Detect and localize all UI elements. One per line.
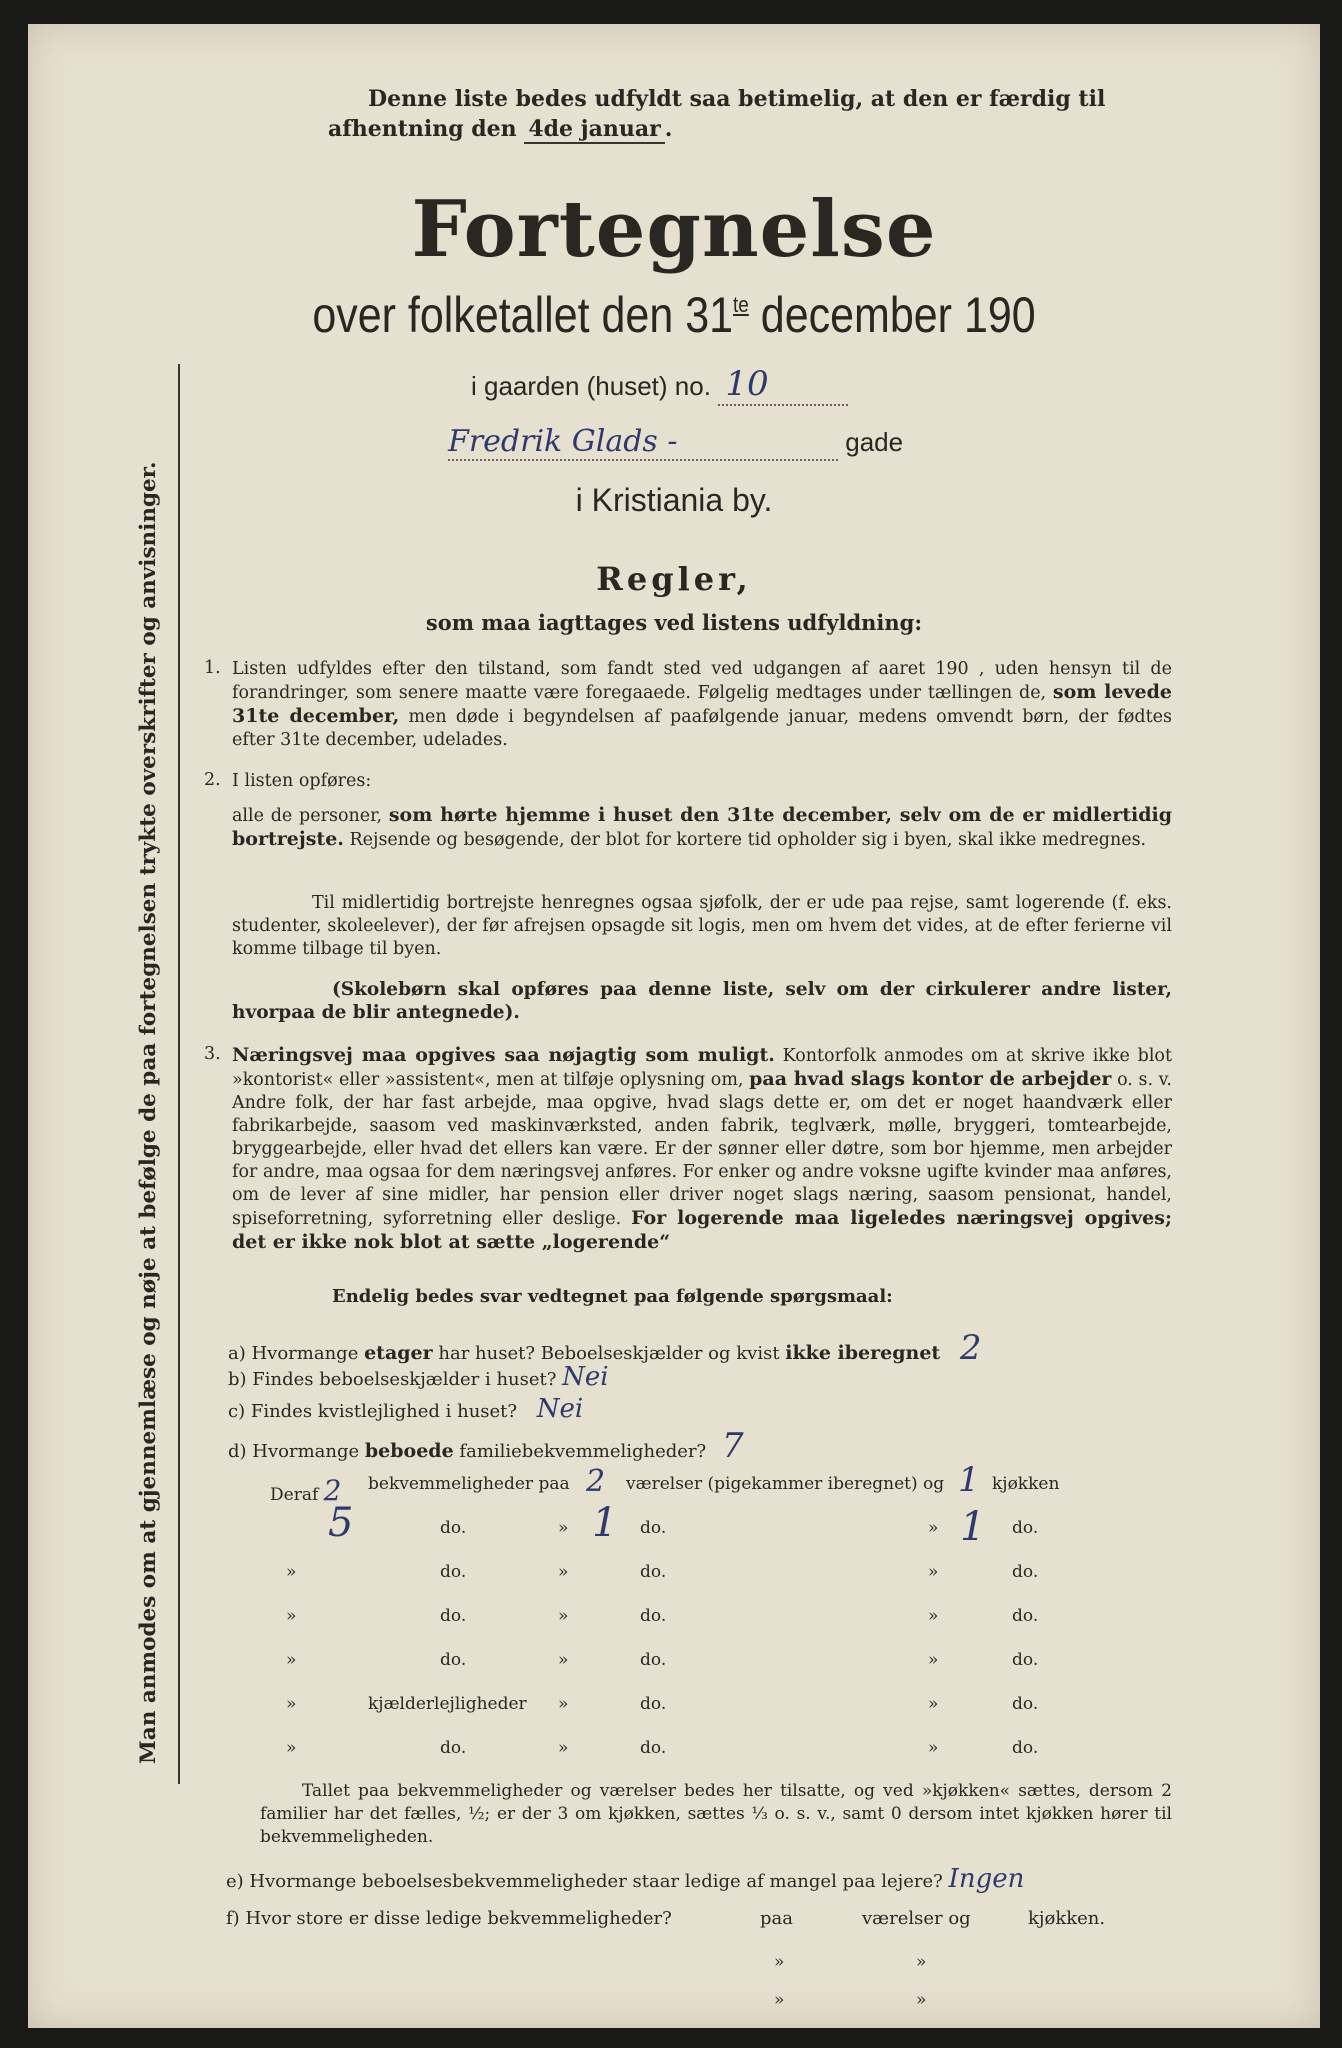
rule-2-paragraph-3: (Skolebørn skal opføres paa denne liste, selv om der cirkulerer andre lister, hvorpaa de blir antegnede). <box>232 979 1172 1023</box>
ditto: do. <box>1012 1606 1039 1626</box>
rule-2-paragraph-2: Til midlertidig bortrejste henregnes ogsaa sjøfolk, der er ude paa rejse, samt logerende (f. eks. studenter, skoleelever), der før afrejsen opsagde sit logis, men om hvem det vides, at de efter ferierne vil komme tilbage til byen. <box>232 893 1172 959</box>
ditto: do. <box>640 1606 667 1626</box>
table-row: Deraf 2 <box>270 1474 342 1507</box>
rule-3-text: Næringsvej maa opgives saa nøjagtig som muligt. Kontorfolk anmodes om at skrive ikke blot »kontorist« eller »assistent«, men at tilføje oplysning om, paa hvad slags kontor de arbejder o. s. v. Andre folk, der har fast arbejde, maa opgive, hvad slags dette er, om det er noget haandværk eller fabrikarbejde, saasom ved maskinværksted, anden fabrik, teglværk, mølle, bryggeri, tomtearbejde, bryggearbejde, eller hvad det ellers kan være. Er der sønner eller døtre, som bor hjemme, men arbejder for andre, maa ogsaa for dem næringsvej anføres. For enker og andre voksne ugifte kvinder maa anføres, om de lever af sine midler, har pension eller driver noget slags næring, saasom pensionat, handel, spiseforretning, syforretning eller deslige. For logerende maa ligeledes næringsvej opgives; det er ikke nok blot at sætte „logerende“ <box>232 1044 1172 1253</box>
ditto: do. <box>440 1562 467 1582</box>
ditto: do. <box>440 1738 467 1758</box>
ditto: do. <box>640 1694 667 1714</box>
pickup-date: 4de januar <box>524 116 664 144</box>
ditto-quote: » <box>558 1738 569 1758</box>
question-c: c) Findes kvistlejlighed i huset? Nei <box>228 1394 584 1424</box>
ditto: do. <box>1012 1518 1039 1538</box>
house-number-line: i gaarden (huset) no. 10 <box>471 364 848 406</box>
question-f-paa: paa <box>760 1908 793 1929</box>
rule-2-intro: I listen opføres: <box>232 771 372 791</box>
answer-e: Ingen <box>948 1864 1025 1894</box>
rule-1-number: 1. <box>204 658 221 678</box>
street-name-value: Fredrik Glads - <box>448 424 678 459</box>
intro-line-2: afhentning den 4de januar . <box>328 116 673 142</box>
rooms-value: 2 <box>586 1464 606 1499</box>
ditto: do. <box>640 1650 667 1670</box>
ditto-quote: » <box>558 1606 569 1626</box>
question-f: f) Hvor store er disse ledige bekvemmeligheder? <box>226 1908 672 1929</box>
census-form-page <box>28 24 1320 2028</box>
question-e: e) Hvormange beboelsesbekvemmeligheder staar ledige af mangel paa lejere? Ingen <box>226 1864 1025 1894</box>
sidebar-instruction: Man anmodes om at gjennemlæse og nøje at befølge de paa fortegnelsen trykte overskrifter og anvisninger. <box>136 461 161 1764</box>
ditto: do. <box>440 1518 467 1538</box>
ditto-quote: » <box>286 1562 297 1582</box>
page-subtitle: over folketallet den $31^{te}$ december 190 <box>312 287 1036 343</box>
ditto: do. <box>1012 1650 1039 1670</box>
kitchen-value: 1 <box>958 1460 980 1500</box>
ditto-quote: » <box>286 1650 297 1670</box>
question-f-kitchen: kjøkken. <box>1028 1908 1106 1929</box>
ditto: do. <box>1012 1694 1039 1714</box>
ditto: do. <box>440 1606 467 1626</box>
ditto: do. <box>640 1562 667 1582</box>
answer-b: Nei <box>562 1362 609 1392</box>
answer-a: 2 <box>959 1328 982 1368</box>
ditto-quote: » <box>286 1694 297 1714</box>
page-title: Fortegnelse <box>411 184 937 275</box>
ditto-quote: » <box>916 1990 927 2010</box>
answer-c: Nei <box>536 1394 584 1424</box>
table-row-text-2: værelser (pigekammer iberegnet) og <box>626 1474 945 1494</box>
ditto-quote: » <box>558 1518 569 1538</box>
questions-heading: Endelig bedes svar vedtegnet paa følgende spørgsmaal: <box>332 1286 893 1307</box>
rooms-value: 1 <box>592 1500 618 1546</box>
table-row-text-3: kjøkken <box>992 1474 1060 1494</box>
street-line: Fredrik Glads - gade <box>448 424 904 459</box>
ditto-quote: » <box>774 1990 785 2010</box>
basement-apartments-label: kjælderlejligheder <box>368 1694 527 1714</box>
rules-heading: Regler, <box>596 560 752 598</box>
footnote: Tallet paa bekvemmeligheder og værelser bedes her tilsatte, og ved »kjøkken« sættes, dersom 2 familier har det fælles, ½; er der 3 om kjøkken, sættes ⅓ o. s. v., samt 0 dersom intet kjøkken hører til bekvemmeligheden. <box>260 1781 1172 1847</box>
ditto-quote: » <box>558 1562 569 1582</box>
ditto: do. <box>640 1738 667 1758</box>
ditto-quote: » <box>286 1606 297 1626</box>
rule-3-number: 3. <box>204 1044 221 1064</box>
ditto-quote: » <box>558 1650 569 1670</box>
ditto-quote: » <box>928 1694 939 1714</box>
city-line: i Kristiania by. <box>575 482 773 518</box>
rule-2-number: 2. <box>204 770 221 790</box>
ditto-quote: » <box>928 1606 939 1626</box>
ditto-quote: » <box>928 1738 939 1758</box>
kitchen-value: 1 <box>960 1504 986 1550</box>
intro-line-1: Denne liste bedes udfyldt saa betimelig, at den er færdig til <box>368 86 1106 112</box>
question-a: a) Hvormange etager har huset? Beboelseskjælder og kvist ikke iberegnet 2 <box>228 1328 982 1368</box>
ditto: do. <box>1012 1562 1039 1582</box>
ditto: do. <box>1012 1738 1039 1758</box>
question-b: b) Findes beboelseskjælder i huset? Nei <box>228 1362 609 1392</box>
ditto: do. <box>640 1518 667 1538</box>
question-f-rooms: værelser og <box>862 1908 971 1929</box>
rule-2-text: alle de personer, som hørte hjemme i huset den 31te december, selv om de er midlertidig bortrejste. Rejsende og besøgende, der blot for kortere tid opholder sig i byen, skal ikke medregnes. <box>232 804 1172 850</box>
rules-subheading: som maa iagttages ved listens udfyldning: <box>425 610 923 635</box>
ditto-quote: » <box>928 1650 939 1670</box>
table-row-text: bekvemmeligheder paa <box>368 1474 570 1494</box>
house-number-value: 10 <box>725 364 769 404</box>
ditto: do. <box>440 1650 467 1670</box>
rule-1-text: Listen udfyldes efter den tilstand, som fandt sted ved udgangen af aaret 190 , uden hensyn til de forandringer, som senere maatte være foregaaede. Følgelig medtages under tællingen de, som levede 31te december, men døde i begyndelsen af paafølgende januar, medens omvendt børn, der fødtes efter 31te december, udelades. <box>232 659 1172 750</box>
ditto-quote: » <box>928 1518 939 1538</box>
ditto-quote: » <box>774 1952 785 1972</box>
count-value: 5 <box>328 1500 354 1546</box>
ditto-quote: » <box>916 1952 927 1972</box>
ditto-quote: » <box>928 1562 939 1582</box>
ditto-quote: » <box>558 1694 569 1714</box>
question-d: d) Hvormange beboede familiebekvemmeligheder? 7 <box>228 1426 744 1466</box>
answer-d: 7 <box>721 1426 744 1466</box>
ditto-quote: » <box>286 1738 297 1758</box>
